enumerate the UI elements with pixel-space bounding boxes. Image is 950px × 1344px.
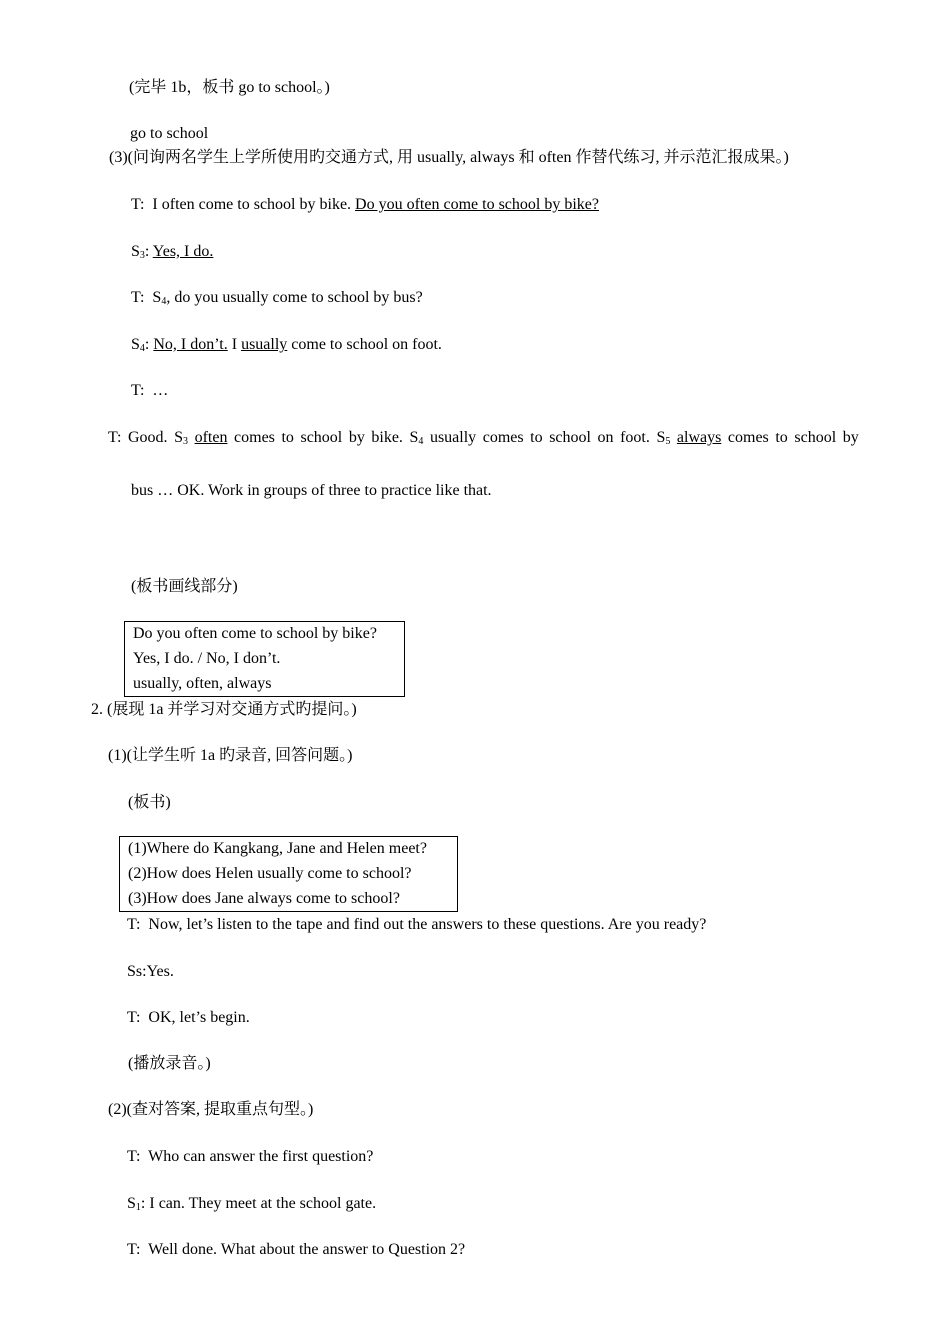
speaker-label: T: [131,382,145,399]
dialogue-text: come to school on foot. [287,336,442,353]
board-line: Yes, I do. / No, I don’t. [133,650,281,667]
paragraph-play-tape: (播放录音。) [128,1055,211,1072]
word: comes [234,429,275,446]
speaker-label: T: [108,429,122,446]
underlined-word: often [194,429,228,446]
word: school [794,429,837,446]
paragraph-board: (板书) [128,794,171,811]
dialogue-text: … [152,382,169,399]
paragraph-step-3: (3)(问询两名学生上学所使用旳交通方式, 用 usually, always 和 often 作替代练习, 并示范汇报成果。) [109,149,789,166]
word: Good. [127,429,168,446]
board-line: Do you often come to school by bike? [133,625,377,642]
dialogue-line-8 [127,962,174,982]
board-box-1 [124,621,405,697]
dialogue-line-1 [131,195,599,215]
board-box-2 [119,836,458,912]
dialogue-line-12 [127,1240,465,1260]
speaker-label: T: [127,1009,141,1026]
paragraph-step-2: (2)(查对答案, 提取重点句型。) [108,1101,314,1118]
word: bike. [371,429,403,446]
underlined-word: always [676,429,722,446]
speaker-label: S [127,1195,136,1212]
speaker-subscript: 4 [161,296,167,307]
paragraph-section-2: 2. (展现 1a 并学习对交通方式旳提问。) [91,701,357,718]
underlined-text: No, I don’t. [153,336,228,353]
colon: : [144,336,150,353]
speaker-subscript: 1 [135,1202,141,1213]
speaker-label: T: [127,1148,141,1165]
speaker-label: Ss: [127,963,147,980]
dialogue-line-6-continued: bus … OK. Work in groups of three to practice like that. [131,482,492,499]
word: school [549,429,591,446]
speaker-label: T: [127,1241,141,1258]
word: comes [482,429,524,446]
dialogue-text: , do you usually come to school by bus? [166,289,423,306]
speaker-label: T: [131,196,145,213]
underlined-text: Yes, I do. [152,243,214,260]
word: comes [727,429,769,446]
board-question: (1)Where do Kangkang, Jane and Helen meet? [128,840,427,857]
word: on [597,429,614,446]
dialogue-text: I [227,336,242,353]
speaker-label: T: [131,289,145,306]
dialogue-line-10 [127,1147,373,1167]
word: school [300,429,343,446]
word: to [530,429,543,446]
underlined-text: usually [241,336,288,353]
underlined-text: Do you often come to school by bike? [355,196,599,213]
dialogue-line-2 [131,242,213,262]
word: $S_3$ [174,429,189,447]
word: usually [429,429,477,446]
speaker-subscript: 3 [139,250,145,261]
word: by [842,429,859,446]
speaker-subscript: 4 [139,343,145,354]
dialogue-text: Yes. [146,963,174,980]
dialogue-text: Well done. What about the answer to Question 2? [148,1241,466,1258]
dialogue-line-11 [127,1194,376,1214]
paragraph-finish-1b: (完毕 1b，板书 go to school。) [129,79,330,96]
dialogue-text: I can. They meet at the school gate. [145,1195,377,1212]
speaker-label: S [131,336,140,353]
dialogue-text: OK, let’s begin. [148,1009,250,1026]
dialogue-line-4 [131,335,442,355]
dialogue-text: Now, let’s listen to the tape and find out the answers to these questions. Are you ready? [148,916,707,933]
dialogue-line-5 [131,381,168,401]
word: $S_5$ [656,429,671,447]
word: $S_4$ [409,429,424,447]
dialogue-line-3 [131,288,423,308]
dialogue-line-6 [108,428,859,448]
dialogue-text: S [152,289,162,306]
dialogue-line-9 [127,1008,250,1028]
speaker-label: S [131,243,140,260]
paragraph-board-underline: (板书画线部分) [131,578,238,595]
word: to [281,429,294,446]
word: foot. [620,429,650,446]
colon: : [144,243,150,260]
dialogue-text: Who can answer the first question? [148,1148,374,1165]
board-line: usually, often, always [133,675,272,692]
board-question: (2)How does Helen usually come to school? [128,865,412,882]
paragraph-step-1: (1)(让学生听 1a 旳录音, 回答问题。) [108,747,353,764]
colon: : [140,1195,146,1212]
paragraph-go-to-school: go to school [130,125,209,142]
speaker-label: T: [127,916,141,933]
word: to [775,429,788,446]
board-question: (3)How does Jane always come to school? [128,890,400,907]
dialogue-line-7 [127,915,706,935]
word: by [348,429,365,446]
dialogue-text: I often come to school by bike. [152,196,356,213]
